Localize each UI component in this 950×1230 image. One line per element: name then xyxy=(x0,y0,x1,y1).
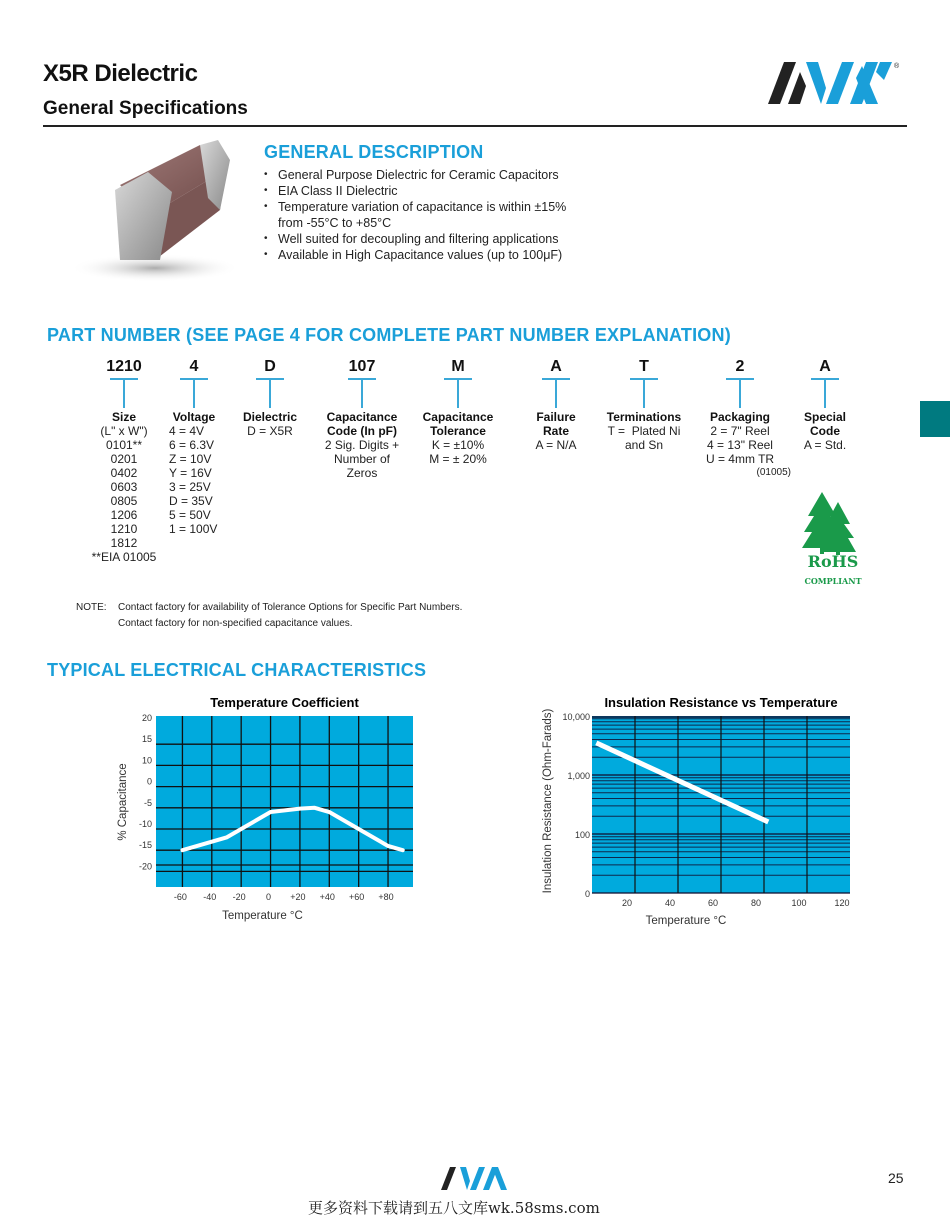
segment-value: Z = 10V xyxy=(169,452,212,466)
segment-title: Dielectric xyxy=(242,410,298,424)
y-axis-label: Insulation Resistance (Ohm-Farads) xyxy=(542,708,554,894)
segment-value: 1812 xyxy=(110,536,138,550)
segment-value: 6 = 6.3V xyxy=(169,438,215,452)
segment-value: 2 Sig. Digits + xyxy=(324,438,400,452)
segment-value: D = X5R xyxy=(247,424,293,438)
y-tick-label: -5 xyxy=(143,797,152,808)
chart-title: Temperature Coefficient xyxy=(210,695,359,710)
segment-value: and Sn xyxy=(624,438,664,452)
y-axis-label: % Capacitance xyxy=(117,763,129,841)
typical-characteristics-heading: TYPICAL ELECTRICAL CHARACTERISTICS xyxy=(47,660,427,680)
list-item: • Available in High Capacitance values (up to 100μF) xyxy=(264,247,566,263)
segment-value: U = 4mm TR xyxy=(705,452,775,466)
y-tick-label: -10 xyxy=(138,819,152,829)
page-number: 25 xyxy=(888,1170,904,1186)
part-code: 4 xyxy=(189,358,199,375)
segment-value: 3 = 25V xyxy=(169,480,211,494)
segment-value: 0201 xyxy=(110,452,138,466)
general-description-heading: GENERAL DESCRIPTION xyxy=(264,142,484,162)
segment-title: Code xyxy=(810,424,840,438)
list-item xyxy=(264,199,566,231)
y-tick-label: 20 xyxy=(141,713,152,723)
connector-stem xyxy=(361,380,363,408)
part-code: A xyxy=(819,358,831,375)
general-description-list xyxy=(264,167,566,263)
page-subtitle: General Specifications xyxy=(43,98,248,119)
rohs-compliant-text: COMPLIANT xyxy=(804,576,862,586)
chart-title: Insulation Resistance vs Temperature xyxy=(604,695,838,710)
segment-value: M = ± 20% xyxy=(429,452,487,466)
segment-value: **EIA 01005 xyxy=(91,550,157,564)
avx-logo xyxy=(766,58,906,106)
list-item: • Well suited for decoupling and filtering applications xyxy=(264,231,566,247)
segment-value: 1206 xyxy=(110,508,138,522)
segment-value: T = Plated Ni xyxy=(607,424,681,438)
x-tick-label: +20 xyxy=(290,892,306,902)
segment-value: 0101** xyxy=(105,438,143,452)
segment-value: 1210 xyxy=(110,522,138,536)
part-code: T xyxy=(639,358,649,375)
segment-title: Failure xyxy=(536,410,576,424)
segment-value: 0402 xyxy=(110,466,138,480)
x-tick-label: 120 xyxy=(834,898,850,908)
svg-text:®: ® xyxy=(894,63,900,70)
part-code: A xyxy=(550,358,562,375)
x-axis-label: Temperature °C xyxy=(645,915,727,927)
segment-value: A = Std. xyxy=(803,438,847,452)
y-tick-label: -20 xyxy=(138,861,152,872)
segment-value: 0805 xyxy=(110,494,138,508)
part-code: 2 xyxy=(735,358,745,375)
x-tick-label: 40 xyxy=(664,898,676,908)
segment-value: 5 = 50V xyxy=(169,508,211,522)
rohs-text: RoHS xyxy=(807,552,859,571)
insulation-resistance-chart xyxy=(535,690,865,935)
x-tick-label: -20 xyxy=(232,892,246,902)
rohs-logo xyxy=(800,490,870,590)
part-code: 107 xyxy=(348,358,376,375)
part-number-heading: PART NUMBER (SEE PAGE 4 FOR COMPLETE PART NUMBER EXPLANATION) xyxy=(47,325,731,345)
segment-value: Y = 16V xyxy=(169,466,212,480)
x-tick-label: +60 xyxy=(349,892,365,902)
segment-value: 2 = 7" Reel xyxy=(710,424,770,438)
connector-stem xyxy=(555,380,557,408)
list-item-text: Temperature variation of capacitance is within ±15% xyxy=(278,200,567,214)
x-tick-label: 60 xyxy=(707,898,719,908)
part-code: 1210 xyxy=(106,358,142,375)
footer-avx-logo xyxy=(440,1165,510,1191)
segment-value: 4 = 4V xyxy=(169,424,205,438)
segment-title: Tolerance xyxy=(430,424,486,438)
x-tick-label: +40 xyxy=(319,892,335,902)
y-tick-label: 0 xyxy=(584,889,590,899)
part-code: D xyxy=(264,358,276,375)
connector-stem xyxy=(123,380,125,408)
plot-area xyxy=(156,716,413,887)
connector-stem xyxy=(643,380,645,408)
y-tick-label: -15 xyxy=(138,840,152,851)
segment-value: 0603 xyxy=(110,480,138,494)
y-tick-label: 10 xyxy=(141,755,152,766)
segment-title: Terminations xyxy=(606,410,682,424)
part-number-segment xyxy=(760,358,890,452)
watermark-text: 更多资料下载请到五八文库wk.58sms.com xyxy=(308,1199,600,1217)
segment-title: Capacitance xyxy=(326,410,398,424)
x-tick-label: 80 xyxy=(750,898,762,908)
segment-value: D = 35V xyxy=(169,494,213,508)
part-code: M xyxy=(451,358,465,375)
y-tick-label: 1,000 xyxy=(567,771,590,781)
segment-value: (L" x W") xyxy=(100,424,148,438)
note-line: Contact factory for non-specified capacitance values. xyxy=(118,618,353,629)
segment-value: 4 = 13" Reel xyxy=(707,438,773,452)
segment-title: Voltage xyxy=(172,410,216,424)
note-label: NOTE: xyxy=(76,602,107,613)
segment-value: Number of xyxy=(333,452,391,466)
x-tick-label: -60 xyxy=(173,892,187,902)
y-tick-label: 0 xyxy=(146,776,152,787)
segment-value: 1 = 100V xyxy=(169,522,218,536)
x-tick-label: 20 xyxy=(621,898,633,908)
y-tick-label: 15 xyxy=(141,734,152,745)
y-tick-label: 100 xyxy=(574,830,590,840)
connector-stem xyxy=(739,380,741,408)
segment-title: Code (In pF) xyxy=(327,424,397,438)
x-tick-label: 100 xyxy=(791,898,807,908)
header-rule xyxy=(43,125,907,127)
segment-title: Special xyxy=(803,410,847,424)
segment-title: Packaging xyxy=(709,410,771,424)
segment-title: Capacitance xyxy=(422,410,494,424)
connector-stem xyxy=(269,380,271,408)
x-tick-label: 0 xyxy=(266,892,272,902)
list-item: • EIA Class II Dielectric xyxy=(264,183,566,199)
connector-stem xyxy=(193,380,195,408)
capacitor-image xyxy=(60,140,240,290)
segment-value: Zeros xyxy=(346,466,378,480)
temperature-coefficient-chart xyxy=(100,690,430,930)
section-tab xyxy=(920,401,950,437)
list-item: • General Purpose Dielectric for Ceramic Capacitors xyxy=(264,167,566,183)
connector-stem xyxy=(824,380,826,408)
segment-value: K = ±10% xyxy=(431,438,485,452)
y-tick-label: 10,000 xyxy=(562,712,590,722)
segment-value: A = N/A xyxy=(535,438,577,452)
connector-stem xyxy=(457,380,459,408)
page-title: X5R Dielectric xyxy=(43,60,198,87)
x-tick-label: +80 xyxy=(378,892,394,902)
x-tick-label: -40 xyxy=(203,892,217,902)
x-axis-label: Temperature °C xyxy=(222,910,303,922)
list-item-text: from -55°C to +85°C xyxy=(278,216,392,230)
note-line: Contact factory for availability of Tolerance Options for Specific Part Numbers. xyxy=(118,602,463,613)
segment-title: Rate xyxy=(542,424,569,438)
segment-title: Size xyxy=(111,410,136,424)
segment-footnote: (01005) xyxy=(756,467,791,478)
